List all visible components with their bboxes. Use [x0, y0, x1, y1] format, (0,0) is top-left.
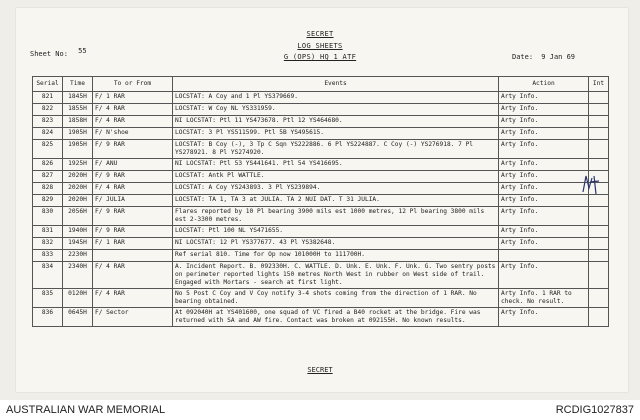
int-cell — [589, 238, 609, 250]
action-cell: Arty Info. — [499, 262, 589, 289]
int-cell — [589, 116, 609, 128]
serial-cell: 830 — [33, 207, 63, 226]
time-cell: 0645H — [63, 308, 93, 327]
event-cell: A. Incident Report. B. 092330H. C. WATTLE. D. Unk. E. Unk. F. Unk. G. Two sentry posts on perimeter reported lights 150 metres North West in rubber on West side of trail. Engaged with Mortars - search at first light. — [173, 262, 499, 289]
time-cell: 1925H — [63, 159, 93, 171]
to-from-cell: F/ 1 RAR — [93, 92, 173, 104]
action-cell: Arty Info. — [499, 171, 589, 183]
archive-name: AUSTRALIAN WAR MEMORIAL — [6, 404, 166, 416]
action-cell: Arty Info. — [499, 159, 589, 171]
table-row — [33, 92, 609, 104]
to-from-cell: F/ 9 RAR — [93, 226, 173, 238]
date-label: Date: — [512, 53, 534, 61]
time-cell: 2020H — [63, 183, 93, 195]
page-subtitle: G (OPS) HQ 1 ATF — [283, 53, 357, 61]
serial-cell: 831 — [33, 226, 63, 238]
event-cell: Ref serial 810. Time for Op now 101000H to 111700H. — [173, 250, 499, 262]
time-cell: 2056H — [63, 207, 93, 226]
action-cell: Arty Info. — [499, 183, 589, 195]
classification-top: SECRET — [306, 30, 334, 38]
to-from-cell: F/ 9 RAR — [93, 140, 173, 159]
to-from-cell — [93, 250, 173, 262]
classification-bottom: SECRET — [307, 366, 333, 374]
to-from-cell: F/ 4 RAR — [93, 183, 173, 195]
time-cell: 1855H — [63, 104, 93, 116]
table-row — [33, 104, 609, 116]
serial-cell: 825 — [33, 140, 63, 159]
serial-cell: 829 — [33, 195, 63, 207]
event-cell: LOCSTAT: W Coy NL YS331959. — [173, 104, 499, 116]
sheet-number — [30, 47, 87, 58]
column-header-serial: Serial — [33, 77, 63, 92]
event-cell: Flares reported by 10 Pl bearing 3900 mils est 1000 metres, 12 Pl bearing 3800 mils est 2-3300 metres. — [173, 207, 499, 226]
time-cell: 1905H — [63, 128, 93, 140]
to-from-cell: F/ 1 RAR — [93, 238, 173, 250]
serial-cell: 832 — [33, 238, 63, 250]
table-row — [33, 159, 609, 171]
action-cell: Arty Info. — [499, 140, 589, 159]
column-header-action: Action — [499, 77, 589, 92]
table-row — [33, 140, 609, 159]
time-cell: 2340H — [63, 262, 93, 289]
event-cell: LOCSTAT: Antk Pl WATTLE. — [173, 171, 499, 183]
table-row — [33, 116, 609, 128]
table-row — [33, 195, 609, 207]
time-cell: 2020H — [63, 195, 93, 207]
action-cell: Arty Info. — [499, 116, 589, 128]
action-cell: Arty Info. — [499, 128, 589, 140]
column-header-to-from: To or From — [93, 77, 173, 92]
time-cell: 1945H — [63, 238, 93, 250]
action-cell: Arty Info. — [499, 92, 589, 104]
serial-cell: 834 — [33, 262, 63, 289]
table-row — [33, 289, 609, 308]
action-cell — [499, 250, 589, 262]
sheet-number-label: Sheet No: — [30, 50, 68, 58]
sheet-number-value: 55 — [78, 47, 87, 55]
serial-cell: 823 — [33, 116, 63, 128]
time-cell: 1858H — [63, 116, 93, 128]
action-cell: Arty Info. — [499, 207, 589, 226]
serial-cell: 835 — [33, 289, 63, 308]
event-cell: LOCSTAT: 3 Pl YS511599. Ptl 5B YS495615. — [173, 128, 499, 140]
serial-cell: 828 — [33, 183, 63, 195]
event-cell: LOCSTAT: Ptl 100 NL YS471655. — [173, 226, 499, 238]
table-row — [33, 207, 609, 226]
to-from-cell: F/ 9 RAR — [93, 171, 173, 183]
int-cell — [589, 226, 609, 238]
time-cell: 2230H — [63, 250, 93, 262]
event-cell: NI LOCSTAT: Ptl 53 YS441641. Ptl 54 YS416695. — [173, 159, 499, 171]
table-row — [33, 262, 609, 289]
table-row — [33, 183, 609, 195]
table-row — [33, 308, 609, 327]
to-from-cell: F/ ANU — [93, 159, 173, 171]
to-from-cell: F/ JULIA — [93, 195, 173, 207]
action-cell: Arty Info. — [499, 308, 589, 327]
log-table-body — [33, 92, 609, 327]
to-from-cell: F/ Sector — [93, 308, 173, 327]
to-from-cell: F/ 9 RAR — [93, 207, 173, 226]
event-cell: LOCSTAT: B Coy (-), 3 Tp C Sqn YS222886. 6 Pl YS224887. C Coy (-) YS276918. 7 Pl YS278921. 8 Pl YS274920. — [173, 140, 499, 159]
to-from-cell: F/ N'shoe — [93, 128, 173, 140]
serial-cell: 836 — [33, 308, 63, 327]
time-cell: 1845H — [63, 92, 93, 104]
serial-cell: 824 — [33, 128, 63, 140]
int-cell — [589, 195, 609, 207]
int-cell — [589, 289, 609, 308]
table-row — [33, 250, 609, 262]
event-cell: At 092040H at YS401600, one squad of VC fired a B40 rocket at the bridge. Fire was returned with SA and AW fire. Contact was broken at 092155H. No known results. — [173, 308, 499, 327]
serial-cell: 833 — [33, 250, 63, 262]
handwritten-initials — [580, 172, 602, 196]
table-row — [33, 238, 609, 250]
int-cell — [589, 104, 609, 116]
time-cell: 0120H — [63, 289, 93, 308]
action-cell: Arty Info. — [499, 226, 589, 238]
action-cell: Arty Info. 1 RAR to check. No result. — [499, 289, 589, 308]
event-cell: LOCSTAT: A Coy YS243893. 3 Pl YS239894. — [173, 183, 499, 195]
int-cell — [589, 128, 609, 140]
table-row — [33, 226, 609, 238]
column-header-events: Events — [173, 77, 499, 92]
to-from-cell: F/ 4 RAR — [93, 262, 173, 289]
serial-cell: 821 — [33, 92, 63, 104]
int-cell — [589, 92, 609, 104]
int-cell — [589, 308, 609, 327]
sheet-date — [512, 53, 575, 61]
int-cell — [589, 262, 609, 289]
action-cell: Arty Info. — [499, 238, 589, 250]
table-row — [33, 128, 609, 140]
int-cell — [589, 159, 609, 171]
action-cell: Arty Info. — [499, 104, 589, 116]
action-cell: Arty Info. — [499, 195, 589, 207]
int-cell — [589, 250, 609, 262]
event-cell: NI LOCSTAT: Ptl 11 YS473678. Ptl 12 YS464680. — [173, 116, 499, 128]
serial-cell: 826 — [33, 159, 63, 171]
date-value: 9 Jan 69 — [541, 53, 576, 61]
record-id: RCDIG1027837 — [555, 404, 634, 416]
serial-cell: 827 — [33, 171, 63, 183]
column-header-int: Int — [589, 77, 609, 92]
int-cell — [589, 140, 609, 159]
archive-footer — [0, 400, 640, 420]
time-cell: 1940H — [63, 226, 93, 238]
to-from-cell: F/ 4 RAR — [93, 289, 173, 308]
column-header-time: Time — [63, 77, 93, 92]
event-cell: LOCSTAT: TA 1, TA 3 at JULIA. TA 2 NUI DAT. T 31 JULIA. — [173, 195, 499, 207]
event-cell: No 5 Post C Coy and V Coy notify 3-4 shots coming from the direction of 1 RAR. No bearing obtained. — [173, 289, 499, 308]
event-cell: LOCSTAT: A Coy and 1 Pl YS379669. — [173, 92, 499, 104]
table-header-row — [33, 77, 609, 92]
log-table — [32, 76, 609, 327]
table-row — [33, 171, 609, 183]
to-from-cell: F/ 4 RAR — [93, 104, 173, 116]
int-cell — [589, 207, 609, 226]
time-cell: 2020H — [63, 171, 93, 183]
serial-cell: 822 — [33, 104, 63, 116]
event-cell: NI LOCSTAT: 12 Pl YS377677. 43 Pl YS382648. — [173, 238, 499, 250]
page-title: LOG SHEETS — [297, 42, 343, 50]
to-from-cell: F/ 4 RAR — [93, 116, 173, 128]
time-cell: 1905H — [63, 140, 93, 159]
